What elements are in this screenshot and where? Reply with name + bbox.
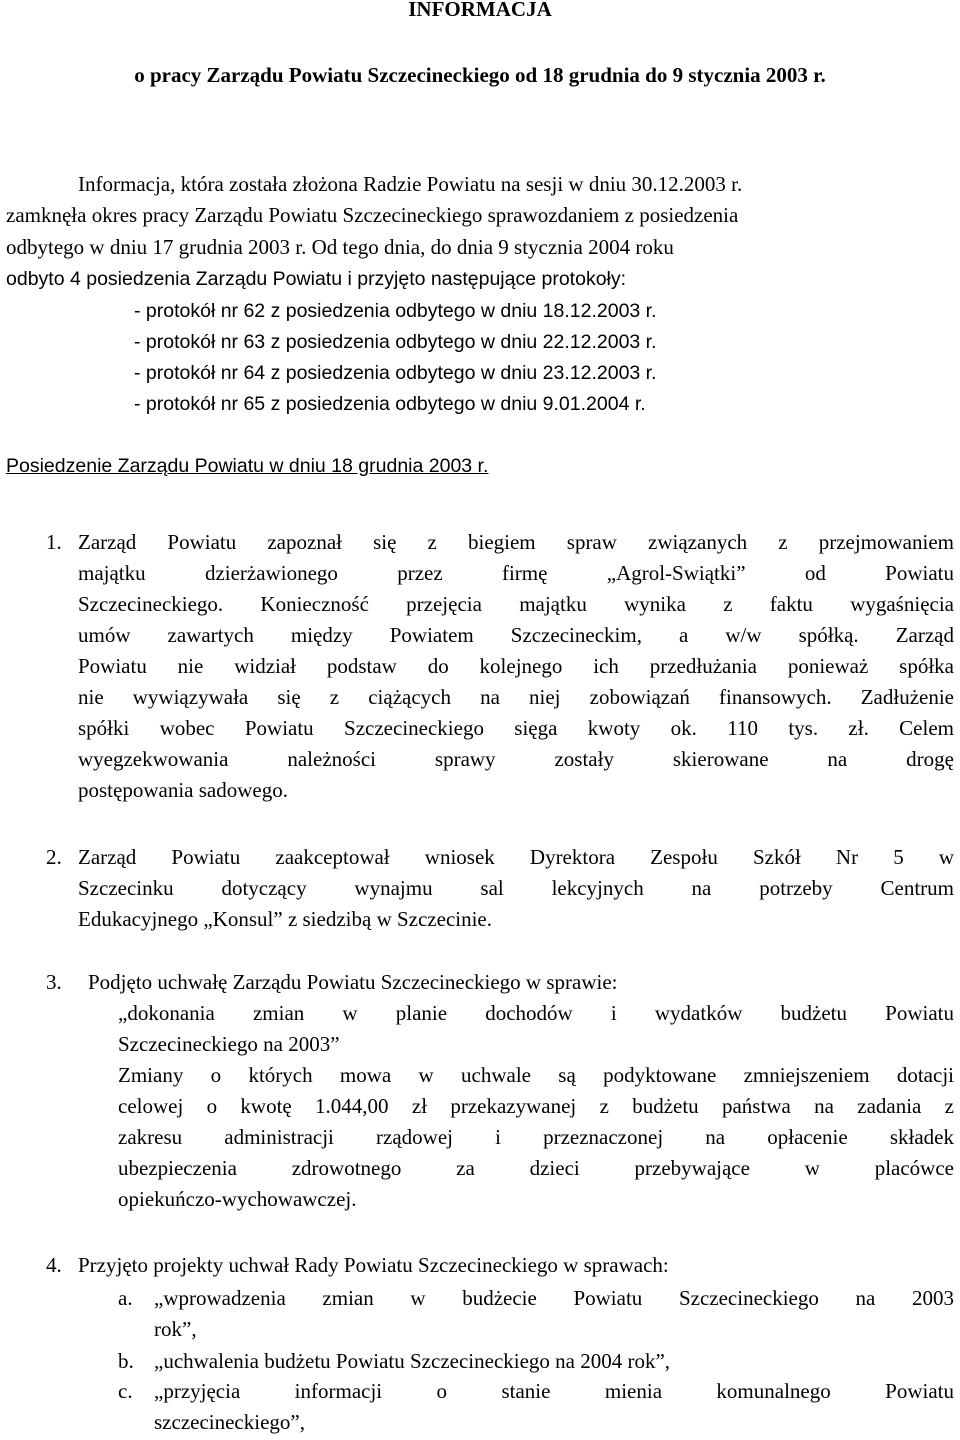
item-1-text [78,527,954,806]
protocol-item: - protokół nr 64 z posiedzenia odbytego w dniu 23.12.2003 r. [134,362,657,384]
section-heading: Posiedzenie Zarządu Powiatu w dniu 18 grudnia 2003 r. [6,455,489,477]
sub-item-a [154,1283,954,1345]
item-3-line: ubezpieczenia zdrowotnego za dzieci przebywające w placówce [118,1156,954,1180]
item-3-line: Szczecineckiego na 2003” [118,1032,340,1056]
item-2-line: Zarząd Powiatu zaakceptował wniosek Dyrektora Zespołu Szkół Nr 5 w [78,845,954,869]
item-3-line: opiekuńczo-wychowawczej. [118,1187,357,1211]
item-1-line: postępowania sadowego. [78,778,288,802]
item-1-line: nie wywiązywała się z ciążących na niej zobowiązań finansowych. Zadłużenie [78,685,954,709]
item-1-line: Powiatu nie widział podstaw do kolejnego ich przedłużania ponieważ spółka [78,654,954,678]
sub-item-label: b. [118,1349,134,1373]
item-number: 3. [46,970,62,994]
item-2-line: Edukacyjnego „Konsul” z siedzibą w Szczecinie. [78,907,493,931]
item-3-text [118,998,954,1215]
item-1-line: Zarząd Powiatu zapoznał się z biegiem spraw związanych z przejmowaniem [78,530,954,554]
intro-line-4: odbyto 4 posiedzenia Zarządu Powiatu i przyjęto następujące protokoły: [6,268,627,290]
document-title: INFORMACJA [408,0,552,21]
item-1-line: majątku dzierżawionego przez firmę „Agrol-Swiątki” od Powiatu [78,561,954,585]
item-1-line: umów zawartych między Powiatem Szczecineckim, a w/w spółką. Zarząd [78,623,954,647]
item-3-line: Zmiany o których mowa w uchwale są podyktowane zmniejszeniem dotacji [118,1063,954,1087]
item-1-line: wyegzekwowania należności sprawy zostały skierowane na drogę [78,747,954,771]
item-2-line: Szczecinku dotyczący wynajmu sal lekcyjnych na potrzeby Centrum [78,876,954,900]
item-4-heading: Przyjęto projekty uchwał Rady Powiatu Szczecineckiego w sprawach: [78,1253,669,1277]
protocol-item: - protokół nr 62 z posiedzenia odbytego w dniu 18.12.2003 r. [134,300,657,322]
sub-item-c [154,1376,954,1438]
sub-item-line: „wprowadzenia zmian w budżecie Powiatu Szczecineckiego na 2003 [154,1286,954,1310]
item-3-line: „dokonania zmian w planie dochodów i wydatków budżetu Powiatu [118,1001,954,1025]
intro-line-3: odbytego w dniu 17 grudnia 2003 r. Od tego dnia, do dnia 9 stycznia 2004 roku [6,235,674,259]
document-subtitle: o pracy Zarządu Powiatu Szczecineckiego od 18 grudnia do 9 stycznia 2003 r. [134,63,826,87]
item-1-line: spółki wobec Powiatu Szczecineckiego sięga kwoty ok. 110 tys. zł. Celem [78,716,954,740]
item-1-line: Szczecineckiego. Konieczność przejęcia majątku wynika z faktu wygaśnięcia [78,592,954,616]
sub-item-label: a. [118,1286,133,1310]
sub-item-b: „uchwalenia budżetu Powiatu Szczecineckiego na 2004 rok”, [154,1349,671,1373]
protocol-item: - protokół nr 63 z posiedzenia odbytego w dniu 22.12.2003 r. [134,331,657,353]
item-number: 4. [46,1253,62,1277]
item-3-heading: Podjęto uchwałę Zarządu Powiatu Szczecineckiego w sprawie: [88,970,618,994]
protocol-item: - protokół nr 65 z posiedzenia odbytego w dniu 9.01.2004 r. [134,393,646,415]
item-3-line: celowej o kwotę 1.044,00 zł przekazywanej z budżetu państwa na zadania z [118,1094,954,1118]
sub-item-label: c. [118,1379,133,1403]
intro-line-2: zamknęła okres pracy Zarządu Powiatu Szczecineckiego sprawozdaniem z posiedzenia [6,203,739,227]
item-number: 2. [46,845,62,869]
item-2-text [78,842,954,935]
intro-line-1: Informacja, która została złożona Radzie Powiatu na sesji w dniu 30.12.2003 r. [78,172,743,196]
sub-item-line: szczecineckiego”, [154,1410,305,1434]
item-3-line: zakresu administracji rządowej i przeznaczonej na opłacenie składek [118,1125,954,1149]
item-number: 1. [46,530,62,554]
sub-item-line: „przyjęcia informacji o stanie mienia komunalnego Powiatu [154,1379,954,1403]
sub-item-line: rok”, [154,1317,197,1341]
